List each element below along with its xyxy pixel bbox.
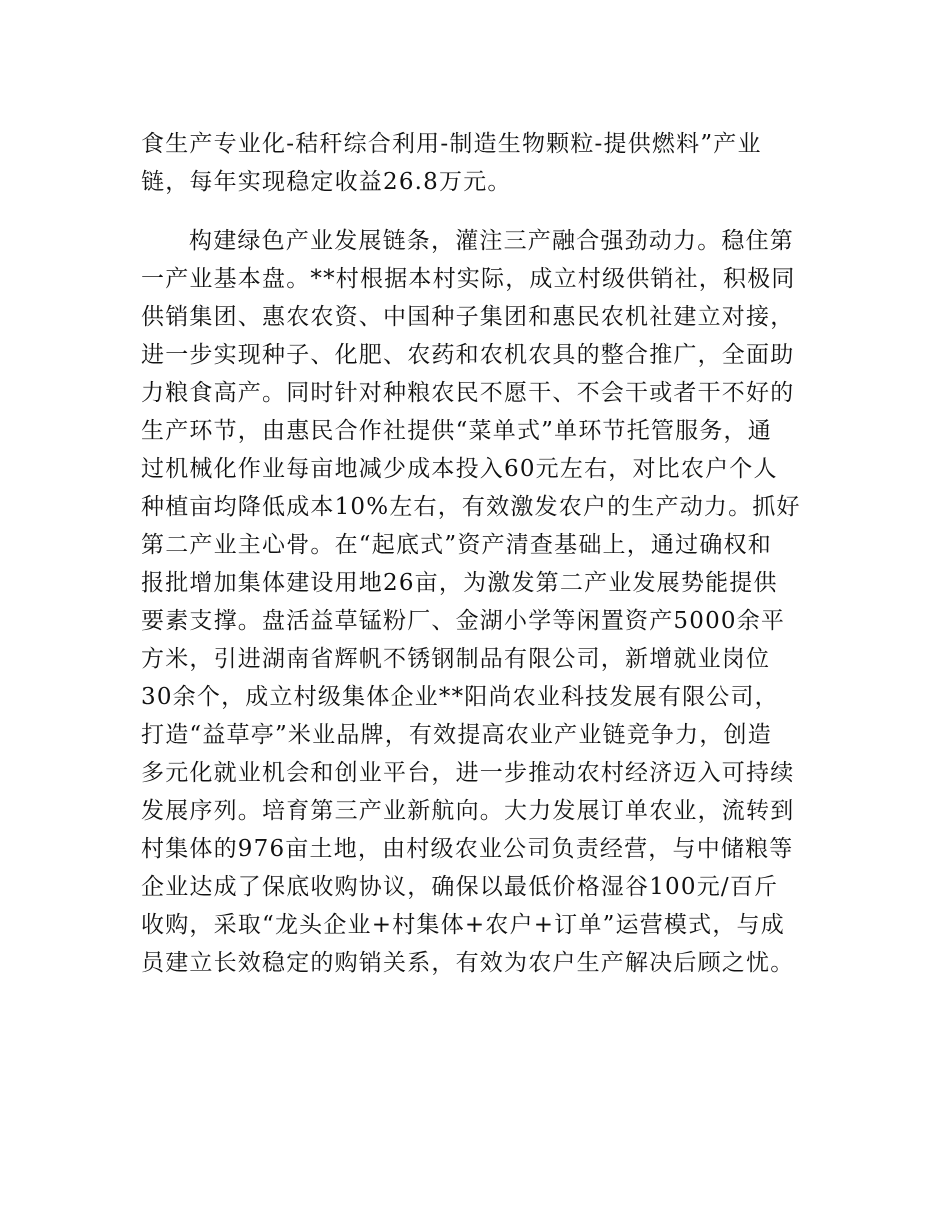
paragraph-line: 方米，引进湖南省辉帆不锈钢制品有限公司，新增就业岗位 — [141, 646, 771, 672]
paragraph-line: 要素支撑。盘活益草锰粉厂、金湖小学等闲置资产5000余平 — [141, 608, 786, 634]
paragraph-line: 企业达成了保底收购协议，确保以最低价格湿谷100元/百斤 — [141, 874, 779, 900]
paragraph-line: 第二产业主心骨。在“起底式”资产清查基础上，通过确权和 — [141, 532, 772, 558]
paragraph-line: 种植亩均降低成本10%左右，有效激发农户的生产动力。抓好 — [141, 494, 801, 520]
paragraph-1 — [141, 125, 816, 201]
paragraph-line: 村集体的976亩土地，由村级农业公司负责经营，与中储粮等 — [141, 836, 794, 862]
paragraph-line: 进一步实现种子、化肥、农药和农机农具的整合推广，全面助 — [141, 342, 795, 368]
paragraph-line: 报批增加集体建设用地26亩，为激发第二产业发展势能提供 — [141, 570, 778, 596]
paragraph-line: 过机械化作业每亩地减少成本投入60元左右，对比农户个人 — [141, 456, 778, 482]
paragraph-line: 生产环节，由惠民合作社提供“菜单式”单环节托管服务，通 — [141, 418, 772, 444]
paragraph-line: 链，每年实现稳定收益26.8万元。 — [141, 169, 512, 195]
paragraph-line: 收购，采取“龙头企业+村集体+农户+订单”运营模式，与成 — [141, 912, 785, 938]
paragraph-line: 供销集团、惠农农资、中国种子集团和惠民农机社建立对接， — [141, 304, 795, 330]
paragraph-line: 力粮食高产。同时针对种粮农民不愿干、不会干或者干不好的 — [141, 380, 795, 406]
paragraph-line: 食生产专业化-秸秆综合利用-制造生物颗粒-提供燃料”产业 — [141, 131, 762, 157]
paragraph-line: 发展序列。培育第三产业新航向。大力发展订单农业，流转到 — [141, 798, 795, 824]
paragraph-line: 构建绿色产业发展链条，灌注三产融合强劲动力。稳住第 — [189, 228, 794, 254]
paragraph-2 — [141, 222, 816, 982]
paragraph-line: 员建立长效稳定的购销关系，有效为农户生产解决后顾之忧。 — [141, 950, 795, 976]
paragraph-line: 打造“益草亭”米业品牌，有效提高农业产业链竞争力，创造 — [141, 722, 772, 748]
paragraph-line: 一产业基本盘。**村根据本村实际，成立村级供销社，积极同 — [141, 266, 796, 292]
paragraph-line: 30余个，成立村级集体企业**阳尚农业科技发展有限公司， — [141, 684, 779, 710]
paragraph-line: 多元化就业机会和创业平台，进一步推动农村经济迈入可持续 — [141, 760, 795, 786]
